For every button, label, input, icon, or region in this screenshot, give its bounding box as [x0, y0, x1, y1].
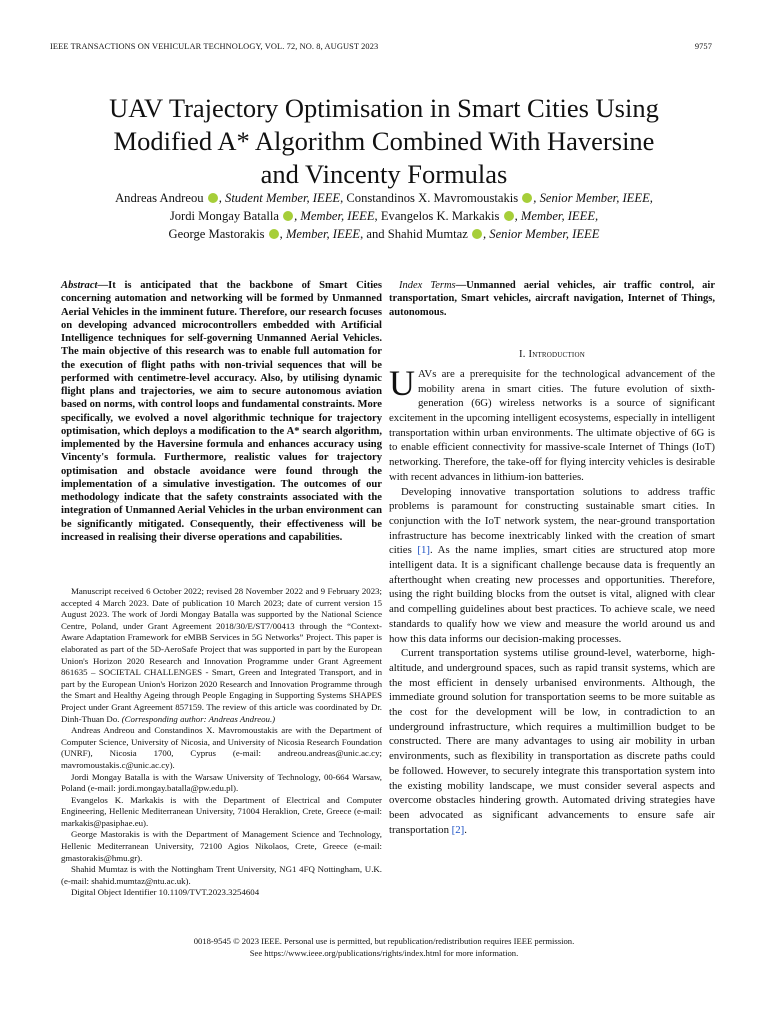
author-role: , Member, IEEE — [279, 227, 361, 241]
abstract-text: —It is anticipated that the backbone of Smart Cities concerning automation and networking will be formed by Unmanned Aerial Vehicles in the imminent future. Therefore, our research focuses on developing advanced microcontrollers embedded with Artificial Intelligence techniques for self-governing Unmanned Aerial Vehicles. The main objective of this research was to enable full automation for the execution of flight paths with non-trivial sequences that will be performed with centimetre-level accuracy. Also, by utilising dynamic flight plans and trajectories, we aim to secure autonomous aviation based on norms, with control loops and fundamental constraints. More specifically, we evolved a novel algorithmic technique for trajectory optimisation, which deploys a modification to the A* search algorithm, implemented by the Haversine formula and enhances accuracy using Vincenty's formula. Furthermore, realistic values for trajectory optimisation and obstacle avoidance were found through the implementation of a simulative investigation. The outcomes of our methodology indicate that the safety constraints associated with the integration of Unmanned Aerial Vehicles in the urban environment can be significantly mitigated. Consequently, their effectiveness will be increased in realising their diverse operations and capabilities. — [61, 280, 382, 543]
left-column — [61, 279, 382, 544]
author-name: Evangelos K. Markakis — [380, 209, 500, 223]
journal-name: IEEE TRANSACTIONS ON VEHICULAR TECHNOLOGY, VOL. 72, NO. 8, AUGUST 2023 — [50, 42, 379, 51]
author-name: Andreas Andreou — [115, 191, 204, 205]
footnotes — [61, 586, 382, 899]
paper-title — [40, 92, 728, 191]
affiliation-note: Andreas Andreou and Constandinos X. Mavromoustakis are with the Department of Computer Science, University of Nicosia, and University of Nicosia Research Foundation (UNRF), Nicosia 1700, Cyprus (e-mail: andreou.andreas@unic.ac.cy; mavromoustakis.c@unic.ac.cy). — [61, 725, 382, 770]
author-role: , Senior Member, IEEE — [482, 227, 600, 241]
running-header — [50, 42, 712, 54]
orcid-icon[interactable] — [269, 229, 279, 239]
author-list — [40, 189, 728, 243]
author-name: George Mastorakis — [168, 227, 265, 241]
affiliation-note: Evangelos K. Markakis is with the Department of Electrical and Computer Engineering, Hellenic Mediterranean University, 71004 Heraklion, Crete, Greece (e-mail: markakis@pasiphae.eu). — [61, 794, 382, 828]
copyright-notice — [40, 936, 728, 959]
introduction-body — [389, 362, 715, 838]
author-role: , Senior Member, IEEE, — [533, 191, 653, 205]
author-line-3: George Mastorakis , Member, IEEE, and Shahid Mumtaz , Senior Member, IEEE — [168, 227, 600, 241]
author-line-1: Andreas Andreou , Student Member, IEEE, Constandinos X. Mavromoustakis , Senior Member, IEEE, — [115, 191, 653, 205]
paragraph: Current transportation systems utilise ground-level, waterborne, high-altitude, and underground spaces, such as rapid transit systems, which are the most efficient in densely urbanised environments. Although, the immediate ground solution for transportation seems to be more suitable as the cost for the development will be low, in contradiction to an underground infrastructure, which requires a multimillion budget to be constructed. There are many advantages to using air mobility in urban environments, such as flexibility in transportation as discrete paths could be followed. However, to securely integrate this transportation system into the existing mobility landscape, we must consider several aspects and overcome obstacles hindering growth. Automated driving strategies have been advocated as significant advancements to ensure safe air transportation [2]. — [389, 647, 715, 836]
rights-link-line[interactable]: See https://www.ieee.org/publications/rights/index.html for more information. — [249, 947, 519, 958]
author-name: Jordi Mongay Batalla — [169, 209, 279, 223]
title-line-1: UAV Trajectory Optimisation in Smart Cities Using — [109, 92, 659, 123]
author-line-2: Jordi Mongay Batalla , Member, IEEE, Evangelos K. Markakis , Member, IEEE, — [169, 209, 599, 223]
author-name: Shahid Mumtaz — [387, 227, 468, 241]
drop-cap: U — [389, 362, 415, 403]
citation-link[interactable]: [2] — [451, 823, 465, 836]
paragraph: U AVs are a prerequisite for the technological advancement of the mobility arena in smart cities. The future evolution of sixth-generation (6G) wireless networks is a source of significant excitement in the upcoming intelligent ecosystems, especially in intelligent transportation within urban environments. The ultimate objective of 6G is to enable efficient connectivity for massive-scale Internet of Things (IoT) networking. Therefore, the take-off for flying intercity vehicles is desirable with recent advances in lithium-ion batteries. — [389, 362, 715, 483]
author-role: , Student Member, IEEE — [218, 191, 341, 205]
index-terms — [389, 279, 715, 319]
title-line-2: Modified A* Algorithm Combined With Haversine — [113, 125, 655, 156]
affiliation-note: George Mastorakis is with the Department of Management Science and Technology, Hellenic Mediterranean University, 72100 Agios Nikolaos, Crete, Greece (e-mail: gmastorakis@hmu.gr). — [61, 829, 382, 863]
right-column — [389, 279, 715, 837]
author-name: Constandinos X. Mavromoustakis — [346, 191, 519, 205]
affiliation-note: Jordi Mongay Batalla is with the Warsaw University of Technology, 00-664 Warsaw, Poland (e-mail: jordi.mongay.batalla@pw.edu.pl). — [61, 771, 382, 794]
doi-note[interactable]: Digital Object Identifier 10.1109/TVT.2023.3254604 — [71, 887, 260, 898]
orcid-icon[interactable] — [504, 211, 514, 221]
paragraph: Developing innovative transportation solutions to address traffic problems is paramount for constructing sustainable smart cities. In conjunction with the IoT network system, the near-ground transportation infrastructure has become inextricably linked with the creation of smart cities [1]. As the name implies, smart cities are structured atop more intelligent data. It is a significant challenge because data is frequently an afterthought when creating new processes and opportunities. Therefore, using the right building blocks from the outset is vital, aligned with clear and compelling guidelines about best practices. To achieve scale, we need standards to qualify how we view and measure the world around us and how this data informs our decision-making processes. — [389, 485, 715, 645]
manuscript-note: Manuscript received 6 October 2022; revised 28 November 2022 and 9 February 2023; accepted 4 March 2023. Date of publication 10 March 2023; date of current version 15 August 2023. The work of Jordi Mongay Batalla was supported by the National Science Centre, Poland, under Grant Agreement 2018/30/E/ST7/00413 through the “Context-Aware Adaptation Framework for eMBB Services in 5G Networks” Project. This paper is elaborated as part of the 5D-AeroSafe Project that was supported in part by the European Union's Horizon 2020 Research and Innovation Programme under Grant Agreement 861635 – SOCIETAL CHALLENGES - Smart, Green and Integrated Transport, and in part by the European Union's Horizon 2020 Research and Innovation Programme through the Smart and Healthy Ageing through People Engaging in Supporting Systems SHAPES Project under Grant Agreement 857159. The review of this article was coordinated by Dr. Dinh-Thuan Do. (Corresponding author: Andreas Andreou.) — [61, 586, 382, 724]
citation-link[interactable]: [1] — [417, 544, 430, 557]
section-heading: I. Introduction — [519, 348, 585, 360]
orcid-icon[interactable] — [522, 193, 532, 203]
author-role: , Member, IEEE, — [514, 209, 599, 223]
abstract — [61, 279, 382, 544]
title-line-3: and Vincenty Formulas — [260, 158, 508, 189]
orcid-icon[interactable] — [472, 229, 482, 239]
affiliation-note: Shahid Mumtaz is with the Nottingham Trent University, NG1 4FQ Nottingham, U.K. (e-mail: shahid.mumtaz@ntu.ac.uk). — [61, 864, 382, 886]
orcid-icon[interactable] — [283, 211, 293, 221]
orcid-icon[interactable] — [208, 193, 218, 203]
index-terms-text: —Unmanned aerial vehicles, air traffic control, air transportation, Smart vehicles, aircraft navigation, Internet of Things, autonomous. — [389, 280, 716, 318]
copyright-line: 0018-9545 © 2023 IEEE. Personal use is permitted, but republication/redistribution requires IEEE permission. — [193, 936, 575, 946]
index-terms-label: Index Terms — [399, 280, 456, 291]
page-number: 9757 — [694, 42, 712, 51]
author-role: , Member, IEEE — [294, 209, 375, 223]
abstract-label: Abstract — [61, 280, 98, 291]
